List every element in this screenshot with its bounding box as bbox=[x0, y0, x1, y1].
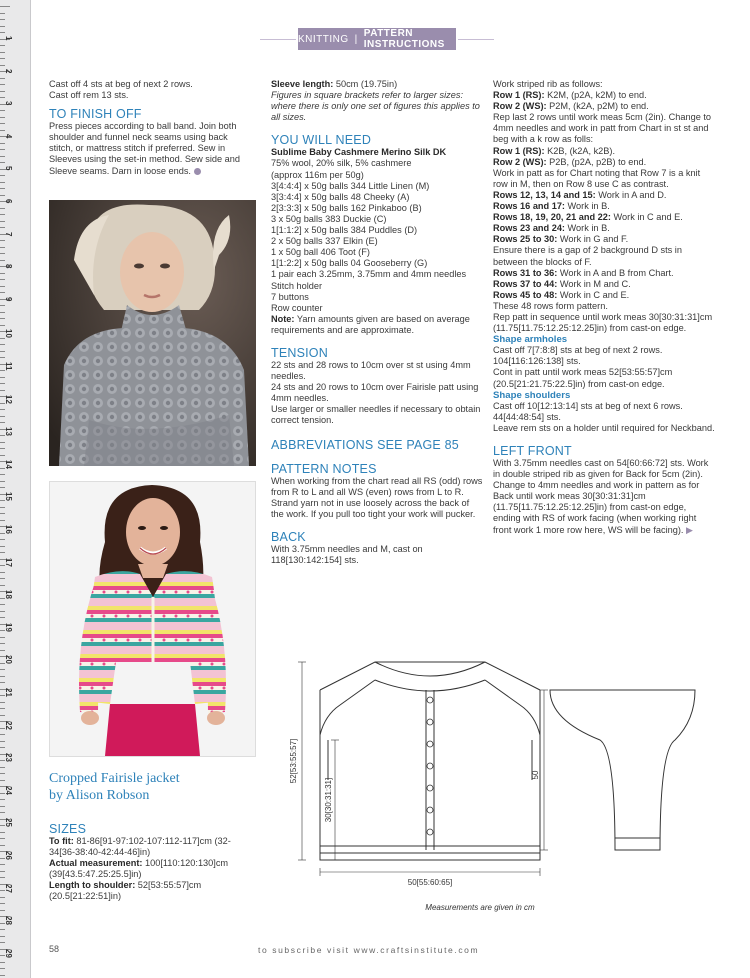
ruler-tick bbox=[0, 383, 5, 384]
ruler-tick bbox=[0, 97, 5, 98]
ruler-tick bbox=[0, 552, 5, 553]
ruler-tick bbox=[0, 936, 5, 937]
ruler-number: 27 bbox=[4, 883, 13, 893]
ruler-tick bbox=[0, 6, 10, 7]
instruction-row bbox=[493, 101, 715, 112]
ruler-tick bbox=[0, 110, 5, 111]
material-line: Stitch holder bbox=[271, 280, 323, 291]
banner-rule-right bbox=[458, 39, 494, 40]
chart-rows-end bbox=[493, 268, 715, 301]
ruler-tick bbox=[0, 676, 5, 677]
jacket-schematic bbox=[320, 662, 695, 860]
ruler-tick bbox=[0, 32, 5, 33]
chart-rows-start bbox=[493, 146, 715, 168]
ruler-tick bbox=[0, 897, 5, 898]
tension-line-1: 22 sts and 28 rows to 10cm over st st using 4mm needles. bbox=[271, 359, 471, 382]
material-line: 1[1:1:2] x 50g balls 384 Puddles (D) bbox=[271, 225, 418, 236]
page-number: 58 bbox=[49, 944, 60, 954]
instruction-row bbox=[493, 212, 715, 223]
left-front-continue bbox=[493, 480, 715, 535]
button-mark bbox=[427, 807, 433, 813]
photo-fairisle-jacket bbox=[49, 481, 256, 757]
ruler-tick bbox=[0, 422, 5, 423]
banner-section: KNITTING bbox=[298, 33, 349, 45]
page-ruler bbox=[0, 0, 31, 978]
ruler-tick bbox=[0, 19, 5, 20]
button-mark bbox=[427, 829, 433, 835]
ruler-tick bbox=[0, 637, 5, 638]
ruler-tick bbox=[0, 318, 5, 319]
ruler-tick bbox=[0, 325, 5, 326]
ruler-tick bbox=[0, 604, 5, 605]
materials-list bbox=[271, 158, 483, 313]
left-front-heading: LEFT FRONT bbox=[493, 444, 572, 458]
photo-grey-jumper bbox=[49, 200, 256, 466]
ruler-tick bbox=[0, 812, 5, 813]
ruler-tick bbox=[0, 344, 5, 345]
ruler-tick bbox=[0, 910, 5, 911]
ruler-number: 21 bbox=[4, 688, 13, 697]
ruler-tick bbox=[0, 481, 5, 482]
ruler-number: 28 bbox=[4, 916, 13, 926]
ruler-tick bbox=[0, 312, 5, 313]
ruler-number: 17 bbox=[4, 557, 13, 567]
size-label-fit: To fit: bbox=[49, 836, 74, 846]
row-text: Work in B. bbox=[565, 201, 610, 212]
ruler-tick bbox=[0, 305, 5, 306]
row-text: Work in B. bbox=[565, 223, 610, 234]
material-line: 2 x 50g balls 337 Elkin (E) bbox=[271, 236, 378, 247]
sizes-note: Figures in square brackets refer to larger sizes: where there is only one set of figures this applies to all sizes. bbox=[271, 90, 480, 123]
shoulders-heading: Shape shoulders bbox=[493, 389, 571, 401]
ruler-tick bbox=[0, 162, 5, 163]
ruler-number: 13 bbox=[4, 427, 13, 437]
caption-title: Cropped Fairisle jacket bbox=[49, 771, 180, 786]
left-front-text: With 3.75mm needles cast on 54[60:66:72] sts. Work in double striped rib as given for Back for 5cm (2in). bbox=[493, 458, 709, 480]
row-text: P2M, (k2A, p2M) to end. bbox=[546, 101, 649, 112]
instruction-row bbox=[493, 146, 715, 157]
ruler-tick bbox=[0, 52, 5, 53]
ruler-tick bbox=[0, 149, 5, 150]
size-line-length bbox=[49, 880, 254, 902]
button-mark bbox=[427, 741, 433, 747]
section-banner bbox=[298, 28, 456, 50]
ruler-tick bbox=[0, 877, 5, 878]
row-label: Rows 16 and 17: bbox=[493, 201, 565, 212]
ruler-tick bbox=[0, 13, 5, 14]
row-label: Rows 25 to 30: bbox=[493, 234, 558, 245]
sizes-heading: SIZES bbox=[49, 822, 87, 836]
intro-line-1: Cast off 4 sts at beg of next 2 rows. bbox=[49, 79, 193, 89]
repeat-text: Rep patt in sequence until work meas 30[30:31:31]cm (11.75[11.75:12.25:12.25]in) from cast-on edge. bbox=[493, 311, 713, 334]
photo-caption bbox=[49, 770, 180, 804]
ruler-tick bbox=[0, 643, 5, 644]
ruler-tick bbox=[0, 832, 5, 833]
ruler-number: 6 bbox=[4, 199, 13, 204]
ruler-tick bbox=[0, 747, 5, 748]
rib-intro: Work striped rib as follows: bbox=[493, 79, 603, 89]
ruler-number: 20 bbox=[4, 655, 13, 665]
ruler-tick bbox=[0, 279, 5, 280]
material-line: 1 pair each 3.25mm, 3.75mm and 4mm needles bbox=[271, 269, 467, 280]
row-label: Rows 12, 13, 14 and 15: bbox=[493, 189, 596, 200]
chart-note: Work in patt as for Chart noting that Row 7 is a knit row in M, then on Row 8 use C as contrast. bbox=[493, 167, 701, 189]
ruler-number: 24 bbox=[4, 785, 13, 795]
ruler-tick bbox=[0, 702, 5, 703]
yarn-name: Sublime Baby Cashmere Merino Silk DK bbox=[271, 147, 447, 158]
ruler-tick bbox=[0, 903, 5, 904]
dim-armhole-label: 30[30:31:31] bbox=[324, 777, 333, 823]
size-value-actual: 100[110:120:130]cm (39[43.5:47.25:25.5]in) bbox=[49, 858, 229, 880]
ruler-tick bbox=[0, 208, 5, 209]
ruler-tick bbox=[0, 708, 5, 709]
row-label: Row 1 (RS): bbox=[493, 145, 545, 156]
ruler-tick bbox=[0, 195, 5, 196]
ruler-tick bbox=[0, 513, 5, 514]
ruler-number: 14 bbox=[4, 459, 13, 469]
ruler-tick bbox=[0, 578, 5, 579]
abbrev-heading: ABBREVIATIONS SEE PAGE 85 bbox=[271, 437, 459, 452]
ruler-tick bbox=[0, 45, 5, 46]
row-label: Row 2 (WS): bbox=[493, 156, 547, 167]
diagram-caption: Measurements are given in cm bbox=[425, 903, 535, 912]
ruler-tick bbox=[0, 773, 5, 774]
banner-title: PATTERN INSTRUCTIONS bbox=[363, 28, 445, 50]
ruler-tick bbox=[0, 741, 5, 742]
ruler-tick bbox=[0, 448, 5, 449]
column-1-top bbox=[49, 79, 254, 177]
rib-continue: Rep last 2 rows until work meas 5cm (2in). Change to 4mm needles and work in patt from Chart in st st and beg with a k row as folls: bbox=[493, 112, 712, 145]
row-text: Work in M and C. bbox=[557, 278, 631, 289]
row-label: Row 2 (WS): bbox=[493, 101, 547, 112]
ruler-tick bbox=[0, 377, 5, 378]
size-label-actual: Actual measurement: bbox=[49, 858, 143, 869]
notes-text: When working from the chart read all RS (odd) rows from R to L and all WS (even) rows from L to R. Strand yarn not in use loosely across the back of the work. If you pull too tight your work will pucker. bbox=[271, 475, 483, 519]
ruler-tick bbox=[0, 942, 5, 943]
material-line: 1[1:2:2] x 50g balls 04 Gooseberry (G) bbox=[271, 258, 428, 269]
ruler-tick bbox=[0, 799, 5, 800]
notes-heading: PATTERN NOTES bbox=[271, 461, 377, 476]
material-line: (approx 116m per 50g) bbox=[271, 169, 364, 180]
left-front-continue-body: Change to 4mm needles and work in pattern as for Back until work meas 30[30:31:31]cm (11.75[11.75:12.25:12.25]in) from cast-on edge, ending with RS of work facing (when working right front work 1 more row here, WS will be facing). bbox=[493, 480, 700, 535]
sizes-block bbox=[49, 822, 254, 903]
ruler-tick bbox=[0, 487, 5, 488]
ruler-tick bbox=[0, 286, 5, 287]
row-text: Work in A and B from Chart. bbox=[557, 267, 674, 278]
ruler-tick bbox=[0, 585, 5, 586]
banner-rule-left bbox=[260, 39, 296, 40]
ruler-tick bbox=[0, 292, 5, 293]
ruler-tick bbox=[0, 390, 5, 391]
ruler-number: 25 bbox=[4, 818, 13, 828]
ruler-tick bbox=[0, 455, 5, 456]
ruler-tick bbox=[0, 357, 5, 358]
instruction-row bbox=[493, 201, 715, 212]
ruler-tick bbox=[0, 669, 5, 670]
shoulders-text: Cast off 10[12:13:14] sts at beg of next 6 rows. 44[44:48:54] sts. bbox=[493, 400, 683, 422]
ruler-number: 18 bbox=[4, 590, 13, 600]
size-label-length: Length to shoulder: bbox=[49, 880, 136, 891]
yarn-note-label: Note: bbox=[271, 313, 295, 324]
size-line-actual bbox=[49, 858, 254, 880]
ruler-tick bbox=[0, 273, 5, 274]
material-line: 3[4:4:4] x 50g balls 344 Little Linen (M) bbox=[271, 180, 430, 191]
button-mark bbox=[427, 763, 433, 769]
ruler-tick bbox=[0, 58, 5, 59]
ruler-number: 16 bbox=[4, 525, 13, 534]
sleeve-label: Sleeve length: bbox=[271, 79, 334, 89]
row-text: Work in A and D. bbox=[595, 189, 667, 200]
armholes-text: Cast off 7[7:8:8] sts at beg of next 2 rows. 104[116:126:138] sts. bbox=[493, 345, 663, 367]
ruler-tick bbox=[0, 611, 5, 612]
instruction-row bbox=[493, 234, 715, 245]
rows-form: These 48 rows form pattern. bbox=[493, 300, 608, 311]
row-label: Rows 37 to 44: bbox=[493, 278, 558, 289]
ruler-tick bbox=[0, 975, 5, 976]
row-label: Rows 18, 19, 20, 21 and 22: bbox=[493, 212, 611, 223]
ruler-tick bbox=[0, 767, 5, 768]
column-2 bbox=[271, 79, 483, 566]
photo-grey-jumper-image bbox=[49, 200, 256, 466]
row-text: Work in G and F. bbox=[557, 234, 629, 245]
intro-line-2: Cast off rem 13 sts. bbox=[49, 90, 129, 101]
gap-note: Ensure there is a gap of 2 background D sts in between the blocks of F. bbox=[493, 245, 682, 267]
tension-line-3: Use larger or smaller needles if necessary to obtain correct tension. bbox=[271, 404, 481, 426]
caption-author: by Alison Robson bbox=[49, 788, 150, 803]
instruction-row bbox=[493, 90, 715, 101]
ruler-tick bbox=[0, 416, 5, 417]
ruler-tick bbox=[0, 130, 5, 131]
buttons-group bbox=[427, 697, 433, 835]
instruction-row bbox=[493, 279, 715, 290]
row-label: Rows 45 to 48: bbox=[493, 289, 558, 300]
row-text: K2B, (k2A, k2B). bbox=[544, 145, 616, 156]
sleeve-length bbox=[271, 79, 483, 90]
ruler-tick bbox=[0, 546, 5, 547]
ruler-tick bbox=[0, 968, 5, 969]
ruler-number: 15 bbox=[4, 492, 13, 502]
ruler-number: 1 bbox=[4, 36, 13, 41]
ruler-tick bbox=[0, 26, 5, 27]
ruler-number: 26 bbox=[4, 851, 13, 860]
ruler-number: 12 bbox=[4, 394, 13, 404]
rib-rows bbox=[493, 90, 715, 112]
ruler-tick bbox=[0, 143, 5, 144]
ruler-tick bbox=[0, 260, 5, 261]
ruler-tick bbox=[0, 182, 5, 183]
row-text: Work in C and E. bbox=[610, 212, 683, 223]
ruler-tick bbox=[0, 572, 5, 573]
instruction-row bbox=[493, 268, 715, 279]
ruler-tick bbox=[0, 117, 5, 118]
ruler-tick bbox=[0, 650, 5, 651]
column-3 bbox=[493, 79, 715, 536]
ruler-number: 4 bbox=[4, 133, 13, 139]
ruler-tick bbox=[0, 65, 5, 66]
ruler-tick bbox=[0, 507, 5, 508]
yarn-note-text: Yarn amounts given are based on average requirements and are approximate. bbox=[271, 313, 470, 335]
ruler-tick bbox=[0, 617, 5, 618]
ruler-tick bbox=[0, 91, 5, 92]
ruler-number: 2 bbox=[4, 68, 13, 74]
tension-line-2: 24 sts and 20 rows to 10cm over Fairisle patt using 4mm needles. bbox=[271, 382, 479, 404]
continue-arrow-icon: ▶ bbox=[686, 524, 693, 535]
ruler-tick bbox=[0, 962, 5, 963]
ruler-tick bbox=[0, 780, 5, 781]
ruler-tick bbox=[0, 442, 5, 443]
ruler-tick bbox=[0, 715, 5, 716]
ruler-number: 3 bbox=[4, 101, 13, 106]
leave-text: Leave rem sts on a holder until required for Neckband. bbox=[493, 422, 715, 433]
instruction-row bbox=[493, 290, 715, 301]
material-line: 1 x 50g ball 406 Toot (F) bbox=[271, 247, 370, 258]
ruler-tick bbox=[0, 156, 5, 157]
ruler-tick bbox=[0, 247, 5, 248]
ruler-tick bbox=[0, 123, 5, 124]
ruler-tick bbox=[0, 214, 5, 215]
ruler-number: 7 bbox=[4, 231, 13, 237]
ruler-number: 10 bbox=[4, 329, 13, 339]
armholes-heading: Shape armholes bbox=[493, 334, 568, 346]
end-bullet-icon bbox=[194, 168, 201, 175]
ruler-number: 19 bbox=[4, 622, 13, 632]
ruler-tick bbox=[0, 520, 5, 521]
armholes-continue: Cont in patt until work meas 52[53:55:57]cm (20.5[21:21.75:22.5]in) from cast-on edge. bbox=[493, 367, 673, 389]
ruler-tick bbox=[0, 838, 5, 839]
ruler-tick bbox=[0, 227, 5, 228]
material-line: 2[3:3:3] x 50g balls 162 Pinkaboo (B) bbox=[271, 202, 422, 213]
row-label: Rows 23 and 24: bbox=[493, 223, 565, 234]
ruler-number: 11 bbox=[4, 362, 13, 371]
dim-sleeve-label: 50 bbox=[531, 770, 540, 780]
ruler-tick bbox=[0, 188, 5, 189]
button-mark bbox=[427, 785, 433, 791]
ruler-tick bbox=[0, 84, 5, 85]
back-text: With 3.75mm needles and M, cast on 118[130:142:154] sts. bbox=[271, 543, 423, 565]
row-label: Rows 31 to 36: bbox=[493, 267, 558, 278]
tension-heading: TENSION bbox=[271, 345, 328, 360]
ruler-tick bbox=[0, 253, 5, 254]
material-line: 75% wool, 20% silk, 5% cashmere bbox=[271, 158, 412, 169]
dimension-lines bbox=[298, 662, 548, 876]
material-line: 3[3:4:4] x 50g balls 48 Cheeky (A) bbox=[271, 191, 410, 202]
row-text: Work in C and E. bbox=[557, 289, 630, 300]
yarn-note bbox=[271, 314, 483, 336]
photo-fairisle-jacket-image bbox=[50, 482, 255, 756]
dim-length-label: 52[53:55:57] bbox=[289, 738, 298, 784]
ruler-tick bbox=[0, 864, 5, 865]
banner-divider: | bbox=[354, 33, 358, 45]
chart-rows-middle bbox=[493, 190, 715, 245]
row-text: K2M, (p2A, k2M) to end. bbox=[544, 90, 647, 101]
ruler-tick bbox=[0, 929, 5, 930]
ruler-number: 22 bbox=[4, 720, 13, 730]
button-mark bbox=[427, 697, 433, 703]
material-line: 7 buttons bbox=[271, 291, 309, 302]
ruler-number: 23 bbox=[4, 753, 13, 763]
measurement-diagram bbox=[280, 650, 720, 920]
ruler-tick bbox=[0, 240, 5, 241]
subscribe-url: to subscribe visit www.craftsinstitute.com bbox=[258, 945, 480, 955]
instruction-row bbox=[493, 223, 715, 234]
ruler-number: 29 bbox=[4, 948, 13, 958]
ruler-number: 8 bbox=[4, 264, 13, 269]
button-mark bbox=[427, 719, 433, 725]
ruler-tick bbox=[0, 409, 5, 410]
size-value-fit: 81-86[91-97:102-107:112-117]cm (32-34[36-38:40-42:44-46]in) bbox=[49, 836, 231, 858]
size-line-fit bbox=[49, 836, 254, 858]
ruler-tick bbox=[0, 78, 5, 79]
dim-width-label: 50[55:60:65] bbox=[407, 878, 453, 887]
material-line: Row counter bbox=[271, 302, 323, 313]
need-heading: YOU WILL NEED bbox=[271, 133, 372, 148]
ruler-tick bbox=[0, 175, 5, 176]
row-label: Row 1 (RS): bbox=[493, 90, 545, 101]
ruler-tick bbox=[0, 734, 5, 735]
ruler-number: 5 bbox=[4, 166, 13, 171]
ruler-tick bbox=[0, 351, 5, 352]
finish-heading: TO FINISH OFF bbox=[49, 107, 142, 122]
instruction-row bbox=[493, 157, 715, 168]
finish-text bbox=[49, 121, 254, 176]
material-line: 3 x 50g balls 383 Duckie (C) bbox=[271, 213, 387, 224]
ruler-tick bbox=[0, 221, 5, 222]
ruler-tick bbox=[0, 845, 5, 846]
instruction-row bbox=[493, 190, 715, 201]
size-value-length: 52[53:55:57]cm (20.5[21:22:51]in) bbox=[49, 880, 202, 902]
ruler-tick bbox=[0, 871, 5, 872]
finish-text-body: Press pieces according to ball band. Join both shoulder and funnel neck seams using back stitch, or mattress stitch if preferred. Sew in Sleeves using the set-in method. Sew side and Sleeve seams. Darn in loose ends. bbox=[49, 121, 241, 176]
ruler-tick bbox=[0, 474, 5, 475]
back-heading: BACK bbox=[271, 529, 306, 544]
ruler-number: 9 bbox=[4, 296, 13, 302]
row-text: P2B, (p2A, p2B) to end. bbox=[546, 156, 647, 167]
ruler-tick bbox=[0, 682, 5, 683]
sleeve-value: 50cm (19.75in) bbox=[333, 79, 398, 89]
ruler-tick bbox=[0, 806, 5, 807]
ruler-tick bbox=[0, 539, 5, 540]
